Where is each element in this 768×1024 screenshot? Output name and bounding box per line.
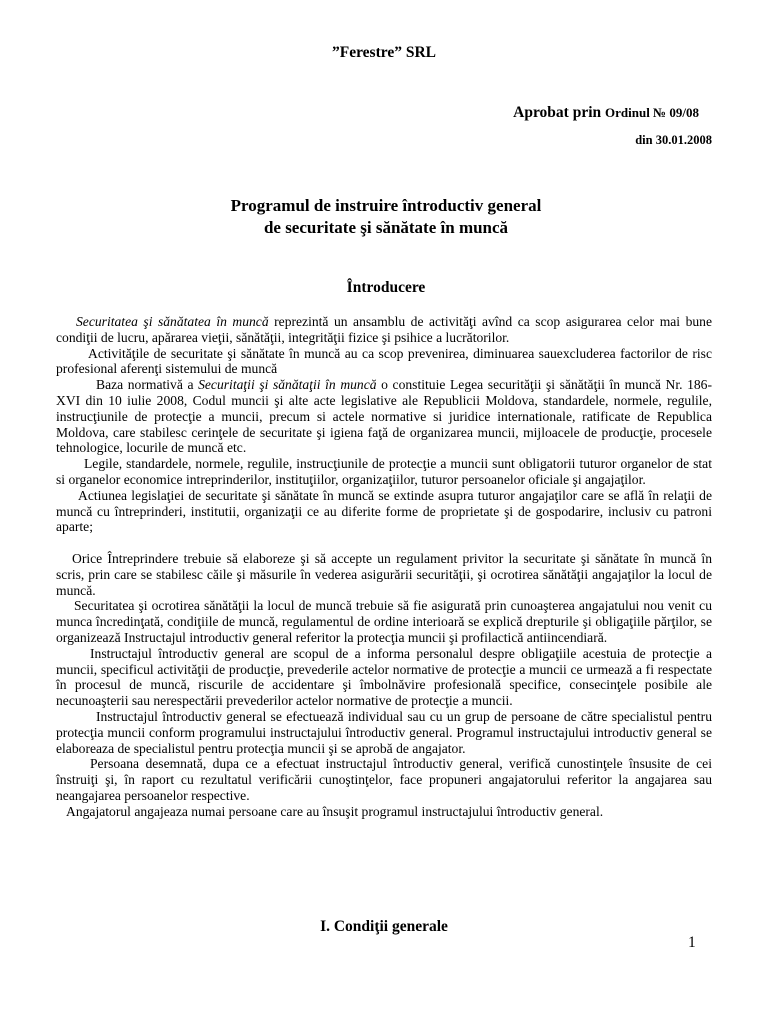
paragraph: Instructajul întroductiv general se efectuează individual sau cu un grup de persoane de către specialistul pentru protecţia muncii conform programului instructajului întroductiv general. Programul instructajului introductiv general se elaboreaza de specialistul pentru protecţia muncii şi se aprobă de angajator. — [56, 708, 712, 756]
paragraph-text: reprezintă un ansamblu de activităţi avînd ca scop asigurarea celor mai bune condiţii de lucru, apărarea vieţii, sănătăţii, integrităţii fizice şi psihice a lucrătorilor. — [56, 314, 712, 345]
paragraph: Securitatea şi ocrotirea sănătăţii la locul de muncă trebuie să fie asigurată prin cunoaşterea angajatului nou venit cu munca încredinţată, condiţiile de muncă, regulamentul de ordine interioară se explică drepturile şi obligaţiile părţilor, se organizează Instructajul introductiv general referitor la protecţia muncii şi profilactică antiincendiară. — [56, 598, 712, 645]
document-body — [56, 314, 712, 820]
document-title — [0, 195, 768, 239]
page-number: 1 — [688, 934, 696, 951]
paragraph: Orice Întreprindere trebuie să elaboreze şi să accepte un regulament privitor la securitate şi sănătate în muncă în scris, prin care se stabilesc căile şi măsurile în vederea asigurării securităţii, şi ocrotirea sănătăţii angajaţilor la locul de muncă. — [56, 550, 712, 598]
paragraph: Activităţile de securitate şi sănătate în muncă au ca scop prevenirea, diminuarea sauexcluderea factorilor de risc profesional aferenţi sistemului de muncă — [56, 345, 712, 377]
paragraph: Legile, standardele, normele, regulile, instrucţiunile de protecţie a muncii sunt obligatorii tuturor organelor de stat si organelor economice intreprinderilor, instituţiilor, organizaţiilor, tuturor persoanelor oficiale şi angajaţilor. — [56, 456, 712, 487]
paragraph: Angajatorul angajeaza numai persoane care au însuşit programul instructajului întroductiv general. — [66, 803, 604, 819]
paragraph — [56, 314, 712, 346]
paragraph-text: Baza normativă a — [96, 377, 199, 393]
paragraph-emphasis: Securitaţii şi sănătaţii în muncă — [198, 377, 377, 393]
title-line-2: de securitate şi sănătate în muncă — [263, 218, 509, 237]
approval-line — [513, 104, 699, 122]
approval-prefix: Aprobat prin — [513, 104, 602, 121]
title-line-1: Programul de instruire întroductiv general — [230, 196, 542, 215]
paragraph-emphasis: Securitatea şi sănătatea în muncă — [76, 314, 269, 329]
paragraph-text: o constituie Legea securităţii şi sănătăţii în muncă Nr. 186-XVI din 10 iulie 2008, Codul muncii şi alte acte legislative ale Republicii Moldova, standardele, normele, regulile, instrucţiunile de protecţie a muncii, precum si actele normative si juridice internationale, ratificate de Republica Moldova, care stabilesc cerinţele de securitate şi igiena faţă de organizarea muncii, mijloacele de producţie, procesele tehnologice, locurile de muncă etc. — [56, 377, 712, 456]
paragraph — [56, 377, 712, 456]
approval-date: din 30.01.2008 — [635, 133, 712, 147]
paragraph: Actiunea legislaţiei de securitate şi sănătate în muncă se extinde asupra tuturor angajaţilor care se află în relaţii de muncă cu întreprinderi, institutii, organizaţii ce au diferite forme de proprietate şi de gospodarire, inclusiv cu patroni aparte; — [56, 487, 712, 535]
intro-heading: Întroducere — [346, 279, 426, 296]
section-heading: I. Condiţii generale — [320, 918, 448, 935]
approval-order: Ordinul № 09/08 — [605, 105, 699, 120]
company-name: ”Ferestre” SRL — [331, 44, 437, 61]
paragraph: Instructajul întroductiv general are scopul de a informa personalul despre obligaţiile acestuia de protecţie a muncii, specificul activităţii de producţie, prevederile actelor normative de protecţie a muncii ce urmează a fi respectate în procesul de muncă, riscurile de accidentare şi îmbolnăvire profesională specifice, consecinţele posibile ale necunoaşterii sau nerespectării prevederilor actelor normative de protecţie a muncii. — [56, 645, 712, 709]
paragraph: Persoana desemnată, dupa ce a efectuat instructajul întroductiv general, verifică cunostinţele însusite de cei înstruiţi şi, în raport cu rezultatul verificării cunoştinţelor, face propuneri angajatorului referitor la angajarea sau neangajarea persoanelor respective. — [56, 756, 712, 803]
